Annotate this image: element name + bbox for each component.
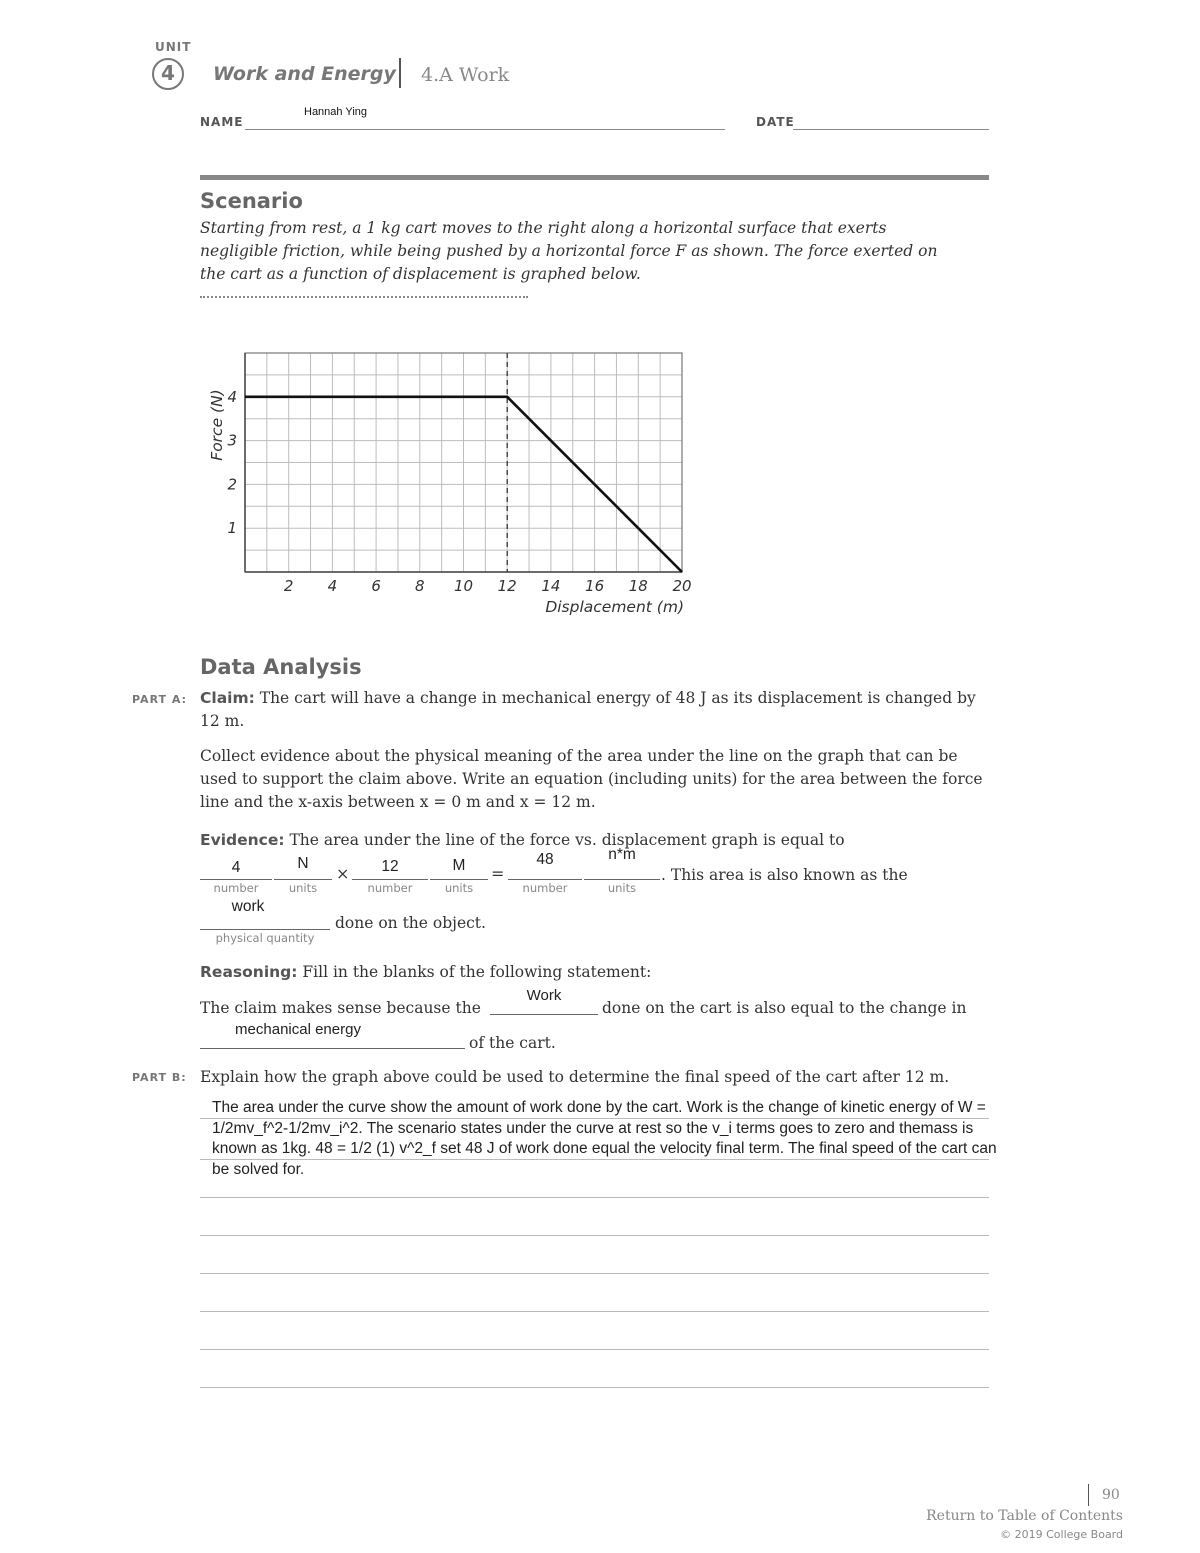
unit-number-badge: 4 — [152, 58, 184, 90]
name-label: NAME — [200, 115, 244, 129]
scenario-dotted-rule — [200, 296, 528, 298]
page-number-divider — [1088, 1484, 1089, 1506]
sublabel-number-1: number — [213, 881, 259, 895]
area-known-text: . This area is also known as the — [661, 866, 908, 884]
x-tick-label: 18 — [628, 577, 648, 595]
blank-claim-sense-1[interactable]: Work — [526, 987, 562, 1004]
x-tick-label: 2 — [283, 577, 294, 595]
y-tick-label: 3 — [227, 431, 237, 450]
return-to-toc-link[interactable]: Return to Table of Contents — [926, 1508, 1123, 1524]
sublabel-units-2: units — [444, 881, 474, 895]
blank-units-2[interactable]: M — [452, 857, 466, 874]
evidence-text: The area under the line of the force vs. displacement graph is equal to — [284, 831, 845, 849]
answer-line[interactable] — [200, 1387, 989, 1388]
blank-number-3[interactable]: 48 — [536, 851, 554, 868]
y-axis-title: Force (N) — [208, 389, 226, 461]
name-field-line[interactable] — [245, 129, 725, 130]
blank-line-claim-sense-1[interactable] — [490, 1014, 598, 1015]
x-axis-title: Displacement (m) — [545, 598, 684, 616]
sublabel-units-1: units — [288, 881, 318, 895]
reasoning-lead: Reasoning: — [200, 963, 298, 981]
blank-number-2[interactable]: 12 — [381, 858, 399, 875]
blank-line-number-1[interactable] — [200, 879, 272, 880]
collect-evidence-text: Collect evidence about the physical meaning of the area under the line on the graph that can be used to support the claim above. Write an equation (including units) for the area between the force line and the x-axis between x = 0 m and x = 12 m. — [200, 747, 983, 811]
part-b-label: PART B: — [132, 1071, 187, 1084]
claim-sense-post-text: done on the cart is also equal to the change in — [602, 999, 967, 1017]
blank-units-3[interactable]: n*m — [608, 846, 636, 863]
x-tick-label: 16 — [585, 577, 605, 595]
x-tick-label: 14 — [541, 577, 561, 595]
claim-lead: Claim: — [200, 689, 255, 707]
blank-line-claim-sense-2[interactable] — [200, 1048, 465, 1049]
sublabel-number-2: number — [367, 881, 413, 895]
y-tick-label: 1 — [227, 519, 237, 538]
name-value[interactable]: Hannah Ying — [304, 106, 367, 118]
blank-line-number-3[interactable] — [508, 879, 582, 880]
blank-physical-quantity[interactable]: work — [231, 898, 265, 915]
answer-line[interactable] — [200, 1273, 989, 1274]
sublabel-units-3: units — [607, 881, 637, 895]
of-the-cart-text: of the cart. — [469, 1034, 556, 1052]
sublabel-physical-quantity: physical quantity — [215, 931, 315, 945]
blank-units-1[interactable]: N — [297, 855, 309, 872]
force-displacement-chart — [200, 335, 700, 625]
answer-line[interactable] — [200, 1349, 989, 1350]
done-on-object-text: done on the object. — [335, 914, 486, 932]
x-tick-label: 4 — [327, 577, 338, 595]
unit-title: Work and Energy — [213, 63, 396, 85]
blank-line-number-2[interactable] — [352, 879, 428, 880]
scenario-text: Starting from rest, a 1 kg cart moves to the right along a horizontal surface that exerts negligible friction, while being pushed by a horizontal force F as shown. The force exerted on the cart as a function of displacement is graphed below. — [200, 219, 938, 283]
y-tick-label: 4 — [227, 387, 237, 406]
times-symbol: × — [336, 864, 350, 883]
x-tick-label: 12 — [497, 577, 517, 595]
date-field-line[interactable] — [793, 129, 989, 130]
evidence-lead: Evidence: — [200, 831, 285, 849]
claim-paragraph — [200, 687, 990, 733]
claim-text: The cart will have a change in mechanical energy of 48 J as its displacement is changed by 12 m. — [200, 689, 976, 730]
chart-labels — [208, 388, 692, 616]
x-tick-label: 6 — [371, 577, 381, 595]
answer-line[interactable] — [200, 1311, 989, 1312]
section-title: 4.A Work — [421, 64, 510, 86]
title-divider — [399, 58, 401, 88]
copyright-text: © 2019 College Board — [1000, 1528, 1123, 1541]
reasoning-text: Fill in the blanks of the following statement: — [297, 963, 652, 981]
data-analysis-heading: Data Analysis — [200, 655, 362, 679]
blank-line-units-2[interactable] — [430, 879, 488, 880]
blank-number-1[interactable]: 4 — [231, 859, 241, 876]
part-a-label: PART A: — [132, 693, 187, 706]
blank-claim-sense-2[interactable]: mechanical energy — [235, 1021, 361, 1038]
blank-line-units-3[interactable] — [584, 879, 660, 880]
x-tick-label: 20 — [672, 577, 692, 595]
section-rule — [200, 175, 989, 180]
reasoning-paragraph — [200, 961, 990, 984]
unit-label: UNIT — [155, 40, 192, 54]
scenario-heading: Scenario — [200, 189, 303, 213]
equals-symbol: = — [491, 864, 505, 883]
part-b-question: Explain how the graph above could be used to determine the final speed of the cart after 12 m. — [200, 1068, 950, 1086]
chart-grid — [245, 353, 682, 572]
blank-line-units-1[interactable] — [274, 879, 332, 880]
x-tick-label: 8 — [415, 577, 425, 595]
claim-sense-text: The claim makes sense because the — [200, 999, 481, 1017]
x-tick-label: 10 — [453, 577, 474, 595]
sublabel-number-3: number — [522, 881, 568, 895]
page-number: 90 — [1102, 1487, 1120, 1503]
part-b-answer-text[interactable]: The area under the curve show the amount of work done by the cart. Work is the change of kinetic energy of W = 1/2mv_f^2-1/2mv_i^2. The scenario states under the curve at rest so the v_i terms goes to zero and themass is known as 1kg. 48 = 1/2 (1) v^2_f set 48 J of work done equal the velocity final term. The final speed of the cart can be solved for. — [212, 1099, 997, 1178]
y-tick-label: 2 — [227, 475, 237, 494]
date-label: DATE — [756, 115, 795, 129]
answer-line[interactable] — [200, 1197, 989, 1198]
blank-line-physical-quantity[interactable] — [200, 929, 330, 930]
answer-line[interactable] — [200, 1235, 989, 1236]
